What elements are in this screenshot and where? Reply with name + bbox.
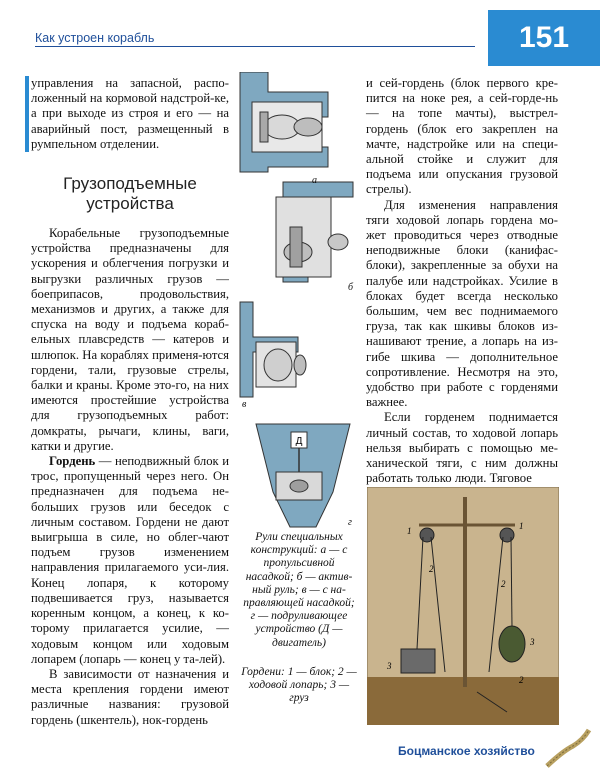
header-rule [35,46,475,47]
paragraph-sei-gorden: и сей-гордень (блок первого кре-пится на ноке рея, а сей-горде-нь — на топе мачты), выстрел-гордень (блок его закреплен на мачте, надстройке или на специ-альной стойке и служит для подъема или опускания грузовой стрелы). [366,76,558,197]
paragraph-personnel-lifting: Если горденем поднимается личный состав, то ходовой лопарь нельзя выбирать с помощью ме-ханической тяги, с ним должны работать только люди. Тяговое [366,410,558,486]
rudder-b-drawing [276,182,353,282]
footer-label: Боцманское хозяйство [398,744,535,758]
intro-text: управления на запасной, распо-ложенный на кормовой надстрой-ке, а при выходе из строя и его — на аварийный пост, размещенный в румпельном отделении. [31,76,229,151]
fig-label-g: г [348,517,352,528]
paragraph-direction-change: Для изменения направления тяги ходовой лопарь гордена мо-жет проводиться через отводные неподвижные блоки (канифас-блоки), закрепленные за обухи на палубе или надстройках. Усилие в блоках будет всегда несколько большим, чем вес поднимаемого груза, так как шкивы блоков из-нашивают трение, а лопарь на из-гибе шкива — дополнительное сопротивление. Несмотря на это, удобство при работе с горденями важнее. [366,197,558,410]
paragraph-gorden [31,454,229,667]
paragraph-gorden-names: В зависимости от назначения и места крепления гордени имеют различные названия: грузовой гордень (шкентель), нок-гордень [31,666,229,727]
paragraph-gorden-text: — неподвижный блок и трос, пропущенный через него. Он предназначен для подъема не-больших грузов или беседок с личным составом. Гордени не дают выигрыша в силе, но облег-чают подъем грузов изменением направления прилагаемого уси-лия. Конец лопаря, к которому подвешивается груз, называется коренным концом, а конец, к ко-торому прилагается усилие, — ходовым концом или ходовым лопарем (лопарь — конец у та-лей). [31,454,229,666]
section-title: Как устроен корабль [35,31,155,45]
photo-label-rope-bottom: 2 [519,675,524,685]
photo-label-rope-right: 2 [501,579,506,589]
section-heading: Грузоподъемные устройства [63,174,197,214]
right-column [366,76,558,486]
rudders-caption: Рули специальных конструкций: а — с пропульсивной насадкой; б — актив-ный руль; в — с на-правляющей насадкой; г — подруливающее устройство (Д — двигатель) [243,531,355,649]
photo-label-rope-left: 2 [429,564,434,574]
figure-rudders [238,72,360,532]
left-column [31,76,229,728]
fig-label-a: а [312,175,317,186]
photo-label-load-right: 3 [530,637,535,647]
term-gorden: Гордень [49,454,96,469]
gorden-caption: Гордени: 1 — блок; 2 — ходовой лопарь; 3 — груз [241,666,357,705]
photo-label-block-left: 1 [407,526,412,536]
rudder-a-drawing [240,72,328,172]
gorden-illustration [367,487,559,725]
gorden-drawing [367,487,559,725]
rudder-g-drawing [256,424,350,527]
rudder-drawings [238,72,360,532]
photo-label-block-right: 1 [519,521,524,531]
intro-accent-bar [25,76,29,152]
rudder-v-drawing [240,302,306,397]
intro-block [31,76,229,152]
paragraph-lifting-devices: Корабельные грузоподъемные устройства предназначены для ускорения и облегчения погрузки и выгрузки различных грузов — боеприпасов, продовольствия, механизмов и других, а также для спуска на воду и подъема кораб-ельных плавсредств — катеров и шлюпок. На кораблях применя-ются гордени, тали, грузовые стрелы, балки и краны. Кроме это-го, на них имеются простейшие устройства для грузоподъемных работ: домкраты, рычаги, клины, ваги, катки и другие. [31,226,229,453]
photo-label-load-left: 3 [387,661,392,671]
fig-label-b: б [348,282,354,293]
rope-icon [543,726,593,772]
page-number: 151 [488,10,600,66]
fig-label-v: в [242,399,247,410]
motor-label: Д [295,436,303,447]
